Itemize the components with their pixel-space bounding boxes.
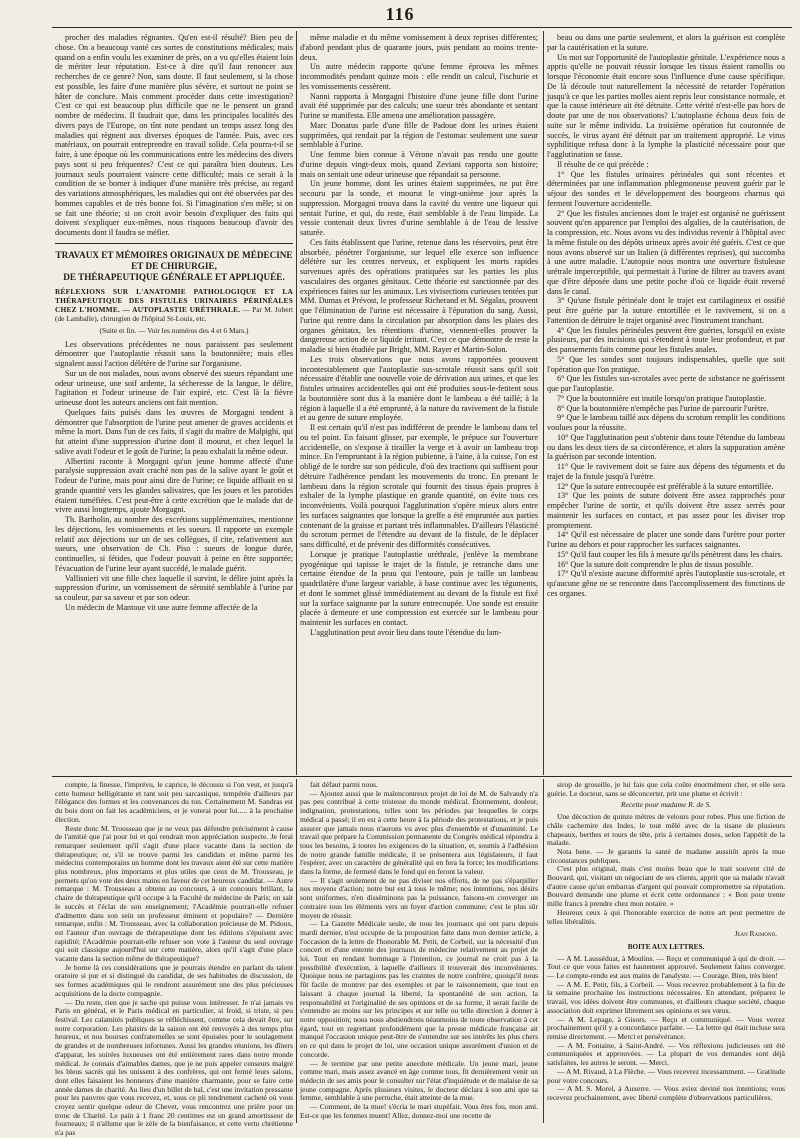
paragraph: — Du reste, rien que je sache qui puisse vous intéresser. Je n'ai jamais vu Paris en général, et le Paris médical en particulier, si froid, si triste, si peu festival. Les calamités publiques se réfléchissent, comme cela devait être, sur notre corporation. Les plaisirs de la saison ont été renvoyés à des temps plus heureux, et nos bourses confraternelles se sont épuisées pour le soulagement de grandes et de nombreuses infortunes. Aussi les grandes réunions, les dîners d'apparat, les soirées luxueuses ont été entièrement rares dans notre monde médical. Je connais d'aimables dames, que je ne puis appeler censeurs malgré les bleus sacrés qui les unissent à des confrères, qui ont fermé leurs salons, dont elles faisaient les honneurs d'une manière charmante, pour se faire cette année dames de charité. Au lieu d'un billet de bal, c'est une invitation pressante pour les pauvres que vous recevez, et, sous ce pli tendrement cacheté où vous croyez sentir quelque odeur de Chevet, vous rencontrez une prière pour un tronc de Charité. Le pain à 1 franc 20 centimes est un grand amortisseur de fourneaux; il n'allume que le zèle de la bienfaisance, et cette vertu chrétienne n'a pas bbox=[55, 997, 293, 1138]
letter-entry: — A M. Lausséduat, à Moulins. — Reçu et communiqué à qui de droit. — Tout ce que vous faites est hautement approuvé. Seulement faites converger. — Le compte-rendu est aux mains de l'analyste. — Courage. Bien, très bien! bbox=[547, 953, 785, 981]
paragraph: Ces faits établissent que l'urine, retenue dans les réservoirs, peut être absorbée, pénétrer l'organisme, sur lequel elle exerce son influence délétère sur les centres nerveux, et expliquent les morts rapides survenues après des opérations pratiquées sur les parties les plus vasculaires des organes génitaux. Cette théorie est sanctionnée par des expériences faites sur les animaux. Les vivisections curieuses tentées par MM. Dumas et Prévost, le professeur Richerand et M. Ségalas, prouvent que l'élimination de l'urine est nécessaire à l'épuration du sang. Aussi, l'urine qui rentre dans la circulation par absorption dans les plaies des organes génitaux, les rétentions d'urine, viennent-elles prouver la dangereuse action de ce liquide irritant. C'est ce que démontre de reste la maladie si bien étudiée par Bright, MM. Rayer et Martin-Solon. bbox=[300, 237, 538, 354]
paragraph: Nota bene. — Je garantis la santé de madame aussitôt après la mue circonstances publiques. bbox=[547, 846, 785, 865]
paragraph: Sur un de nos malades, nous avons observé des sueurs répandant une odeur urineuse, une soif ardente, la sécheresse de la langue, le délire, l'agitation et l'odeur urineuse de l'air expiré, etc. C'est là la fièvre urineuse dont les auteurs anciens ont fait mention. bbox=[55, 368, 293, 407]
paragraph: Reste donc M. Trousseau que je ne veux pas défendre précisément à cause de l'amitié que j'ai pour lui et qui rendrait mon appréciation suspecte. Je ferai remarquer seulement qu'il s'agit d'une place vacante dans la section de thérapeutique; or, s'il se trouve parmi les candidats et même parmi les médecins contemporains un homme dont les travaux aient été sur cette matière plus nombreux, plus importants et plus utiles que ceux de M. Trousseau, je permets qu'on vote des deux mains en faveur de cet heureux candidat. — Autre remarque : M. Trousseau a obtenu au concours, à un concours brillant, la chaire de thérapeutique qu'il occupe à la Faculté de médecine de Paris; on sait le succès et l'éclat de son enseignement; l'Académie pourrait-elle refuser d'admettre dans son sein un professeur éminent et populaire? — Dernière remarque, enfin : M. Trousseau, avec la collaboration précieuse de M. Pidoux, est l'auteur d'un ouvrage de thérapeutique dont les éditions s'épuisent avec rapidité; l'Académie pourrait-elle refuser son vote à l'auteur du seul ouvrage qui soit classique aujourd'hui sur cette matière, alors qu'il s'agit d'une place vacante dans la section même de thérapeutique? bbox=[55, 823, 293, 964]
paragraph: Je borne là ces considérations que je pourrais étendre en parlant du talent oratoire si pur et si distingué du candidat, de ses habitudes de discussion, de ses formes académiques qui le rendront assurément une des plus précieuses acquisitions de la docte compagnie. bbox=[55, 962, 293, 998]
paragraph: sirop de groseille, je lui fais que cela coûte énormément cher, et elle sera guérie. Le docteur, sans se déconcerter, prit une plume et écrivit : bbox=[547, 780, 785, 798]
article-heading-author: — Par M. Jobert (de Lamballe), chirurgien de l'hôpital St-Louis, etc. bbox=[55, 304, 293, 323]
paragraph: C'est plus original, mais c'est moins beau que le trait souvent cité de Bouvard, qui, visitant un négociant de ses clients, apprit que sa malade n'avait d'autre cause qu'un embarras d'argent qui pouvait compromettre sa réputation. Bouvard demande une plume et écrit cette ordonnance : « Bon pour trente mille francs à prendre chez mon notaire. » bbox=[547, 864, 785, 909]
list-item: 9° Que le lambeau taillé aux dépens du scrotum remplit les conditions voulues pour la réussite. bbox=[547, 413, 785, 432]
letter-entry: — A M. E. Petit, fils, à Corbeil. — Vous recevrez probablement à la fin de la semaine prochaine les instructions nécessaires. En attendant, préparez le travail, vos idées doivent être communes, et d'ailleurs chaque société, chaque association doit exprimer librement ses opinions et ses vœux. bbox=[547, 979, 785, 1015]
paragraph: compte, la finesse, l'imprévu, le caprice, le décousu si l'on veut, et jusqu'à cette humeur belligérante et tant soit peu sarcastique, tempérée d'ailleurs par l'élégance des formes et les convenances du ton. Certainement M. Sandras est du bois dont on fait les académiciens, et je voterai pour lui..... à la prochaine élection. bbox=[55, 780, 293, 824]
paragraph: Marc Donatus parle d'une fille de Padoue dont les urines étaient supprimées, qui rendait par la région de l'estomac seulement une sueur semblable à l'urine. bbox=[300, 120, 538, 150]
letter-entry: — A M. Rivaud, à La Flèche. — Vous recevrez incessamment. — Gratitude pour votre concours. bbox=[547, 1066, 785, 1085]
section-subtitle: DE THÉRAPEUTIQUE GÉNÉRALE ET APPLIQUÉE. bbox=[63, 271, 285, 282]
column-bottom-1 bbox=[55, 780, 293, 1138]
list-item: 13° Que les points de suture doivent être assez rapprochés pour empêcher l'urine de sortir, et qu'ils doivent être assez serrés pour maintenir les surfaces en contact, et pas assez pour les diviser trop promptement. bbox=[547, 491, 785, 530]
paragraph: Vallisnieri vit une fille chez laquelle il survint, le délire joint après la suppression d'urine, un vomissement de sérosité semblable à l'urine par sa couleur, par sa saveur et par son odeur. bbox=[55, 573, 293, 602]
paragraph: Un médecin de Mantoue vit une autre femme affectée de la bbox=[65, 602, 258, 612]
column-divider bbox=[543, 31, 544, 775]
paragraph: Un jeune homme, dont les urines étaient supprimées, ne put être secouru par la sonde, et mourut le vingt-unième jour après la suppression. Morgagni trouva dans la cavité du ventre une liqueur qui sentait l'urine, et qui, du reste, était semblable à de l'eau limpide. La vessie contenait deux livres d'urine semblable à de l'eau de lessive saturée. bbox=[300, 179, 538, 237]
list-item: 17° Qu'il n'existe aucune difformité après l'autoplastie sus-scrotale, et qu'aucune gêne ne se rencontre dans l'accomplissement des fonctions de ces organes. bbox=[547, 569, 785, 598]
paragraph: — Il s'agit seulement de ne pas diviser nos efforts, de ne pas s'éparpiller nos moyens d'action; notre but est à tous le même; nos intentions, nos désirs sont uniformes, n'en disséminons pas la puissance, faisons-en converger un contraire tous les éléments vers un foyer d'action commune; c'est le plus sûr moyen de réussir. bbox=[300, 875, 538, 920]
feuilleton-rule bbox=[52, 776, 792, 777]
list-item: 7° Que la boutonnière est inutile lorsqu'on pratique l'autoplastie. bbox=[557, 393, 767, 403]
paragraph: Heureux ceux à qui l'honorable exercice de notre art peut permettre de telles libéralités. bbox=[547, 907, 785, 926]
article-heading-title: RÉFLEXIONS SUR L'ANATOMIE PATHOLOGIQUE ET LA THÉRAPEUTIQUE DES FISTULES URINAIRES PÉRINÉALES CHEZ L'HOMME. — AUTOPLASTIE URÉTHRALE. bbox=[55, 286, 293, 314]
header-rule bbox=[52, 27, 792, 28]
list-item: 11° Que le ravivement doit se faire aux dépens des téguments et du trajet de la fistule jusqu'à l'urètre. bbox=[547, 462, 785, 481]
paragraph: Il résulte de ce qui précède : bbox=[557, 159, 649, 169]
column-top-3 bbox=[547, 33, 785, 773]
list-item: 16° Que la suture doit comprendre le plus de tissus possible. bbox=[557, 559, 754, 569]
paragraph: L'agglutination peut avoir lieu dans toute l'étendue du lam- bbox=[310, 627, 502, 637]
paragraph: — Ajoutez aussi que le malencontreux projet de loi de M. de Salvandy n'a pas peu contribué à cette tristesse du monde médical. Étonnement, douleur, indignation, protestations, telles sont les périodes par lesquelles le corps médical a passé; il en est à cette heure à la période des protestations, et je puis assurer que jamais nous n'aurons vu avec plus d'ensemble et d'unanimité. Le travail que prépare la Commission permanente du Congrès médical répondra à tous les besoins, à toutes les exigences de la situation, et, soumis à l'adhésion de notre grande famille médicale, il se présentera aux législateurs, il faut l'espérer, avec un caractère de généralité qui en fera la force; les modifications dans la forme, de fermeté dans le fond qui en feront la valeur. bbox=[300, 788, 538, 877]
paragraph: — La Gazette Médicale seule, de tous les journaux qui ont paru depuis mardi dernier, n'est occupée de la proposition faite dans mon dernier article, à l'occasion de la lettre de l'honorable M. Petit, de Corbeil, sur la nécessité d'un concert et d'une entente des journaux de médecine relativement au projet de loi. Tout en rendant hommage à l'intention, ce journal ne croit pas à la possibilité d'exécution, à laquelle d'ailleurs il trouverait des inconvénients. Quoique nous ne partagions pas les craintes de notre confrère, quoiqu'il nous fût facile de montrer par des exemples et par le raisonnement, que tout en laissant à chaque journal la liberté, la spontanéité de son action, la responsabilité et l'originalité de ses opinions et de sa forme, il serait facile de s'entendre au moins sur les principes et sur telle ou telle direction à donner à notre opposition; nous nous abstiendrons néanmoins de toute observation à cet égard, tout en regrettant profondément que la presse médicale française ait manqué l'occasion unique peut-être de s'entendre sur ses intérêts les plus chers en ce qui dans le projet de loi, une occasion unique assurément d'union et de concorde. bbox=[300, 919, 538, 1059]
list-item: 4° Que les fistules périnéales peuvent être guéries, lorsqu'il en existe plusieurs, par des incisions qui s'étendent à toute leur profondeur, et par des pansements faits comme pour les fistules anales. bbox=[547, 325, 785, 354]
column-bottom-3 bbox=[547, 781, 785, 1123]
section-title: TRAVAUX ET MÉMOIRES ORIGINAUX DE MÉDECINE ET DE CHIRURGIE, bbox=[55, 249, 293, 271]
column-divider bbox=[543, 779, 544, 1123]
letter-entry: — A M. Lepage, à Gisors. — Reçu et communiqué. — Vous verrez prochainement qu'il y a concordance parfaite. — La lettre qui était incluse sera remise directement. — Merci et persévérance. bbox=[547, 1014, 785, 1041]
column-divider bbox=[296, 779, 297, 1123]
paragraph: procher des maladies régnantes. Qu'en est-il résulté? Bien peu de chose. On a beaucoup vanté ces sortes de constitutions médicales; mais quand on a enfin voulu les examiner de près, on a vu qu'elles étaient loin de mériter leur réputation. Est-ce à dire qu'il faut renoncer aux recherches de ce genre? Non, sans doute. Il faut seulement, si la chose est possible, les faire d'une manière plus sévère, et surtout ne point se hâter de conclure. Mais comment procéder dans cette investigation? C'est ce qui est beaucoup plus difficile que ne le pensent un grand nombre de médecins. Il faudrait que, dans les principales localités des divers pays de l'Europe, on tînt note pendant un temps assez long des maladies qui règnent aux diverses époques de l'année. Puis, avec ces matériaux, on pourrait entreprendre en travail solide. Cela pourra-t-il se faire, à une époque où les communications entre les médecins des divers pays sont si peu fréquentes? C'est ce qui paraîtra bien douteux. Les journaux seuls pourraient vaincre cette difficulté; mais ce serait à la condition de se borner à indiquer d'une manière très précise, au regard des variations atmosphériques, les maladies qui ont été observées par des hommes capables et de très bonne foi. Si l'imagination s'en mêle; si on se fait une théorie; si on croit avoir besoin d'expliquer des faits qui doivent s'expliquer eux-mêmes, nous risquons beaucoup d'avoir des documents dont il faudra se méfier. bbox=[55, 33, 293, 237]
recipe-title: Recette pour madame R. de S. bbox=[620, 800, 712, 810]
author-signature: Jean Raimond. bbox=[734, 929, 777, 939]
list-item: 6° Que les fistules sus-scrotales avec perte de substance ne guérissent que par l'autoplastie. bbox=[547, 374, 785, 393]
list-item: 10° Que l'agglutination peut s'obtenir dans toute l'étendue du lambeau ou dans les deux tiers de sa circonférence, et alors la suppuration amène la guérison par seconde intention. bbox=[547, 432, 785, 462]
article-continuation: (Suite et fin. — Voir les numéros des 4 et 6 Mars.) bbox=[99, 325, 249, 335]
list-item: 8° Que la boutonnière n'empêche pas l'urine de parcourir l'urètre. bbox=[557, 403, 769, 413]
paragraph: — Comment, de la mue! s'écria le mari stupéfait. Vous êtes fou, mon ami. Est-ce que les femmes muent! Allez, donnez-moi une recette de bbox=[300, 1102, 538, 1120]
paragraph: fait défaut parmi nous. bbox=[310, 780, 378, 789]
list-item: 15° Qu'il faut couper les fils à mesure qu'ils pénètrent dans les chairs. bbox=[557, 549, 783, 559]
paragraph: même maladie et du même vomissement à deux reprises différentes; d'abord pendant plus de quarante jours, puis pendant au moins trente-deux. bbox=[300, 33, 538, 62]
article-heading bbox=[55, 287, 293, 323]
section-rule bbox=[55, 243, 293, 244]
page-number: 116 bbox=[385, 4, 415, 24]
letter-entry: — A M. S. Morel, à Auxerre. — Vous aviez deviné nos intentions; vous recevrez prochainement, avec liberté complète d'observations particulières. bbox=[547, 1084, 785, 1102]
paragraph: Un mot sur l'opportunité de l'autoplastie génitale. L'expérience nous a appris qu'elle ne pouvait réussir lorsque les tissus étaient ramollis ou lorsque l'économie était encore sous l'influence d'une cause spécifique. De là découle tout naturellement la nécessité de retarder l'opération jusqu'à ce que les parties molles aient repris leur consistance normale, et que la cause intérieure ait été détruite. Cette vérité n'est-elle pas hors de doute par une de nos observations? L'autoplastie échoua deux fois de suite sur le même individu. La troisième opération fut couronnée de succès, le virus ayant été détruit par un traitement approprié. Le virus syphilitique refusa donc à la lymphe la plasticité nécessaire pour que l'agglutination se fasse. bbox=[547, 52, 785, 159]
paragraph: Les trois observations que nous avons rapportées prouvent incontestablement que l'autoplastie sus-scrotale réussit sans qu'il soit nécessaire d'établir une nouvelle voie de dérivation aux urines, et que les fistules urinaires accidentelles qui ont été produites sous-le-fetitent sous la boutonnière sont dus à la manière dont le lambeau a été taillé; à la région à laquelle il a été emprunté, à la nature du ravivement de la fistule et au genre de suture employée. bbox=[300, 354, 538, 423]
letter-entry: — A M. Fontaine, à Saint-André. — Vos réflexions judicieuses ont été communiquées et approuvées. — La plupart de vos demandes sont déjà satisfaites, les autres le seront. — Merci. bbox=[547, 1040, 785, 1068]
paragraph: Les observations précédentes ne nous paraissent pas seulement démontrer que l'autoplastie réussit sans la boutonnière; mais elles signalent aussi l'action délétère de l'urine sur l'organisme. bbox=[55, 339, 293, 368]
list-item: 2° Que les fistules anciennes dont le trajet est organisé ne guérissent souvent qu'en apparence par l'emploi des algalies, de la cautérisation, de la compression, etc. Nous avons vu des individus revenir à l'hôpital avec la même fistule ou des dépôts urineux après avoir été guéris. C'est ce que nous avons observé sur un Italien (à différentes reprises), qui succomba à une autre maladie. L'autopsie nous montra une ouverture fistuleuse urétrale imperceptible, qui permettait à l'urine de filtrer au travers avant que d'être déposée dans une petite poche d'où ce liquide était reversé dans le canal. bbox=[547, 208, 785, 296]
column-top-2 bbox=[300, 33, 538, 773]
paragraph: Albertini raconte à Morgagni qu'un jeune homme affecté d'une paralysie suppression avait craché non pas de la salive ayant le goût et l'odeur de l'urine, mais pour ainsi dire de l'urine; ce liquide affluait en si grande quantité vers les glandes salivaires, que les joues et les parotides étaient tuméfiées. C'est peut-être à cette excrétion que le malade dut de vivre aussi longtemps, ajoute Morgagni. bbox=[55, 456, 293, 515]
list-item: 3° Qu'une fistule périnéale dont le trajet est cartilagineux et ossifié peut être guérie par la suture entortillée et le ravivement, si on a l'attention de détruire le trajet organisé avec l'instrument tranchant. bbox=[547, 296, 785, 325]
paragraph: Il est certain qu'il n'est pas indifférent de prendre le lambeau dans tel ou tel point. En faisant glisser, par exemple, le prépuce sur l'ouverture accidentelle, on s'expose à tirailler la verge et à avoir un lambeau trop mince. En l'empruntant à la région pubienne, à l'aine, à la cuisse, l'on est obligé de le tordre sur son pédicule, d'où des tractions qui suffisent pour détruire l'adhérence pendant les mouvements du tronc. En prenant le lambeau dans la région scrotale qui fournit des tissus épais propres à exhaler de la lymphe plastique en grande quantité, on évite tous ces inconvénients. Voilà pourquoi l'agglutination s'opère mieux alors entre les surfaces saignantes que lorsque la greffe a été empruntée aux parties contenant de la graisse et partant très inflammables. D'ailleurs l'élasticité du scrotum permet de l'étendre au devant de la fistule, de le déplacer sans difficulté, et de prévenir des difformités consécutives. bbox=[300, 423, 538, 549]
paragraph: Th. Bartholin, au nombre des excrétions supplémentaires, mentionne les déjections, les vomissements et les sueurs. Il rapporte un exemple relatif aux déjections sur un de ses collègues, il cite, relativement aux sueurs, une observation de Ch. Piso : sueurs de longue durée, continuelles, si fétides, que l'odeur pouvait à peine en être supportée; l'évacuation de l'urine leur ayant succédé, le malade guérit. bbox=[55, 515, 293, 573]
column-top-1 bbox=[55, 33, 293, 773]
column-divider bbox=[296, 31, 297, 775]
list-item: 5° Que les sondes sont toujours indispensables, quelle que soit l'opération que l'on pratique. bbox=[547, 354, 785, 374]
list-item: 1° Que les fistules urinaires périnéales qui sont récentes et déterminées par une inflammation phlegmoneuse peuvent guérir par le séjour des sondes et le développement des bourgeons charnus qui ferment l'ouverture accidentelle. bbox=[547, 169, 785, 208]
paragraph: — Je termine par une petite anecdote médicale. Un jeune mari, jeune comme mari, mais assez avancé en âge comme tous, fit dernièrement venir un médecin de ses amis pour le consulter sur l'état d'inquiétude et de malaise de sa jeune compagne. Après plusieurs visites, le docteur déclara à son ami que sa femme, semblable à une perruche, était atteinte de la mue. bbox=[300, 1058, 538, 1103]
paragraph: Une décoction de quinze mètres de velours pour robes. Plus une fiction de châle cachemire des Indes, le tout mêlé avec de la tisane de plusieurs chapeaux, berthes et tours de tête, pris à certaines doses, selon l'appétit de la malade. bbox=[547, 812, 785, 848]
paragraph: Un autre médecin rapporte qu'une femme éprouva les mêmes incommodités pendant quinze mois : elle rendit un calcul, l'ischurie et les vomissements cessèrent. bbox=[300, 62, 538, 91]
list-item: 14° Qu'il est nécessaire de placer une sonde dans l'urètre pour porter l'urine au dehors et pour rapprocher les surfaces saignantes. bbox=[547, 530, 785, 549]
letters-box-title: BOITE AUX LETTRES. bbox=[627, 942, 705, 951]
paragraph: Une femme bien connue à Vérone n'avait pas rendu une goutte d'urine depuis vingt-deux mois, quand Zeviani rapporta son histoire; mais on sentait une odeur urineuse que répandait sa personne. bbox=[300, 150, 538, 179]
paragraph: beau ou dans une partie seulement, et alors la guérison est complète par la cautérisation et la suture. bbox=[547, 33, 785, 52]
list-item: 12° Que la suture entrecoupée est préférable à la suture entortillée. bbox=[557, 481, 774, 491]
paragraph: Quelques faits puisés dans les œuvres de Morgagni tendent à démontrer que l'absorption de l'urine peut amener de graves accidents et même la mort. Dans l'un de ces faits, il s'agit du maître de Malpighi, qui fut atteint d'une suppression d'urine dont il mourut, et chez lequel la salive avait l'odeur et le goût de l'urine; la peau exhalait la même odeur. bbox=[55, 407, 293, 456]
paragraph: Nanni rapporta à Morgagni l'histoire d'une jeune fille dont l'urine avait été supprimée par des calculs; une sueur très abondante et sentant l'urine se manifesta. Elle amena une amélioration passagère. bbox=[300, 91, 538, 120]
paragraph: Lorsque je pratique l'autoplastie uréthrale, j'enlève la membrane pyogénique qui tapisse le trajet de la fistule, je retranche dans une certaine étendue de la peau qui l'entoure, puis je taille un lambeau quadrilatère d'une largeur variable, à base continue avec les téguments, et dont le sommet glissé immédiatement au devant de la fistule est fixé sur la surface saignante par la suture entrecoupée. Une sonde est ensuite placée à demeure et une compression est exercée sur le lambeau pour maintenir les surfaces en contact. bbox=[300, 549, 538, 627]
column-bottom-2 bbox=[300, 781, 538, 1123]
